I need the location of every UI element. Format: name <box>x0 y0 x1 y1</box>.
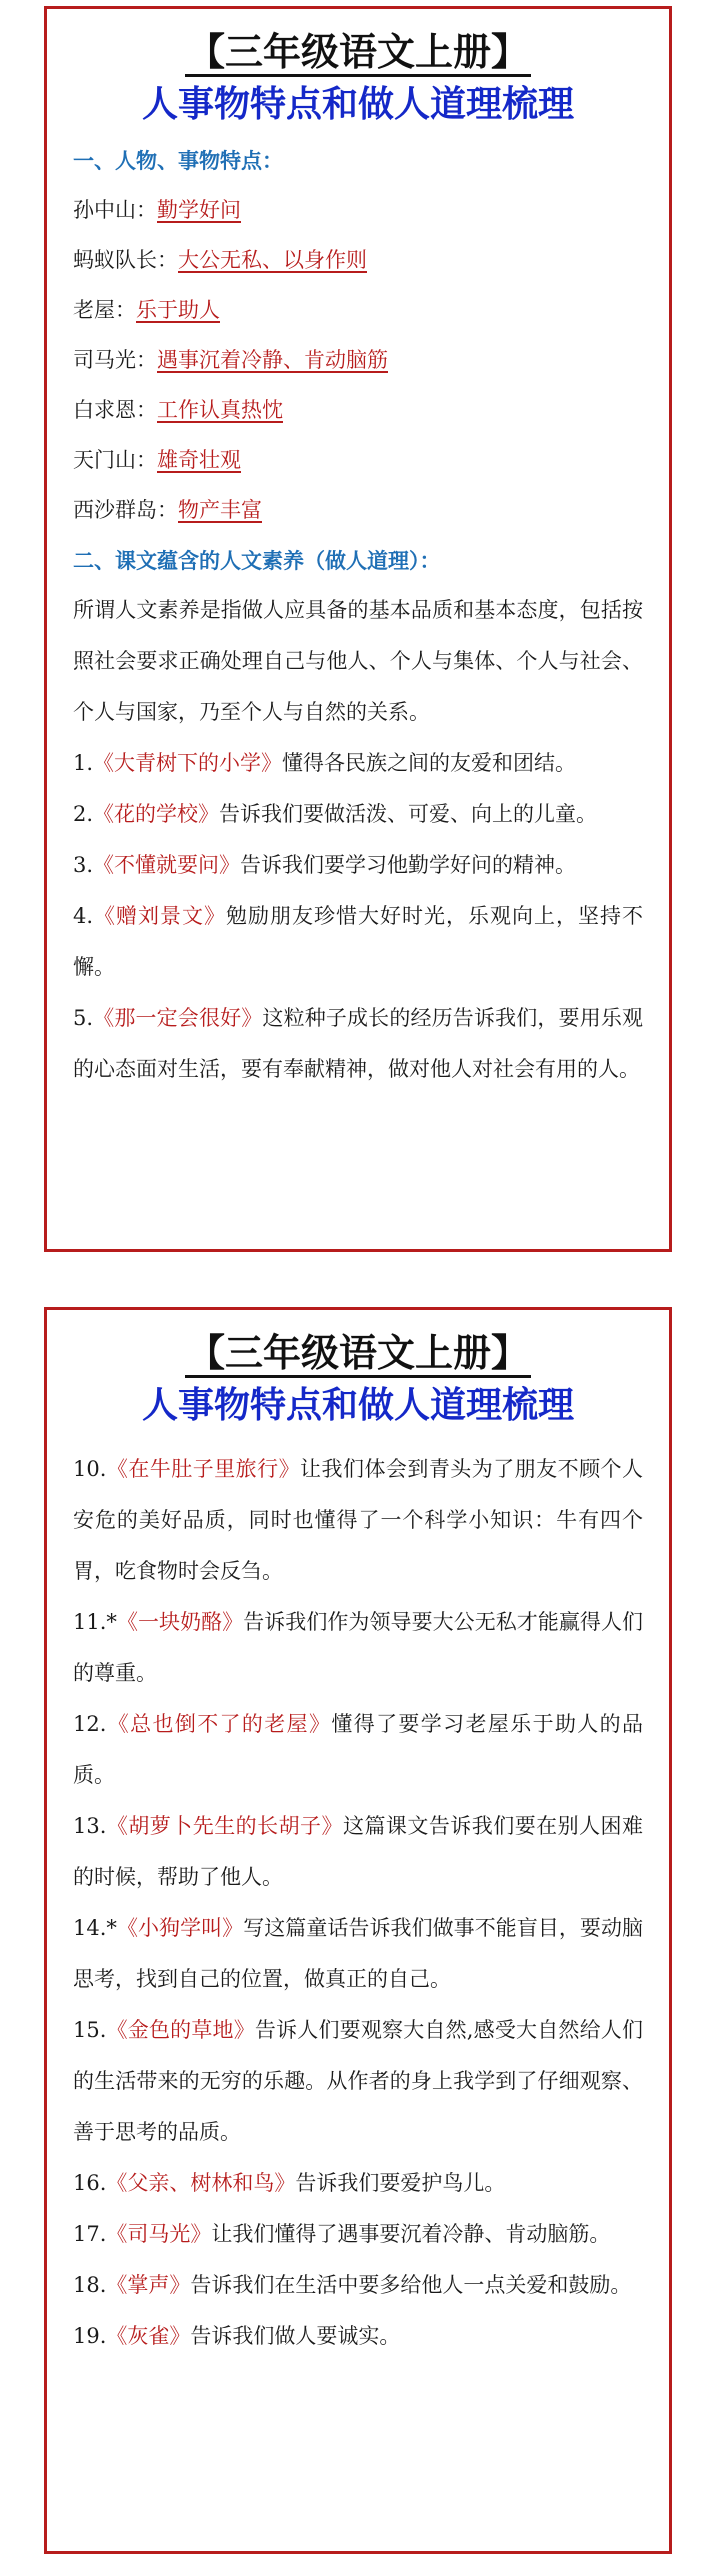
item-number: 13. <box>73 1814 107 1838</box>
trait-item <box>73 185 643 235</box>
section-heading-morals: 二、课文蕴含的人文素养（做人道理）： <box>73 549 441 573</box>
trait-value: 工作认真热忱 <box>157 398 283 422</box>
item-text: 勉励朋友珍惜大好时光，乐观向上，坚持不懈。 <box>73 904 644 979</box>
book-title: 《总也倒不了的老屋》 <box>106 1712 332 1736</box>
item-text: 懂得各民族之间的友爱和团结。 <box>282 751 577 775</box>
trait-value: 物产丰富 <box>178 498 262 522</box>
book-title: 《大青树下的小学》 <box>93 751 283 775</box>
moral-item <box>73 2311 643 2362</box>
trait-value: 遇事沉着冷静、肯动脑筋 <box>157 348 388 372</box>
moral-item <box>73 993 643 1095</box>
book-title: 《司马光》 <box>106 2222 212 2246</box>
moral-item <box>73 1903 643 2005</box>
header-title <box>73 1328 643 1378</box>
trait-item <box>73 485 643 535</box>
moral-item <box>73 2260 643 2311</box>
item-number: 10. <box>73 1457 107 1481</box>
trait-value: 大公无私、以身作则 <box>178 248 367 272</box>
header-title-text: 【三年级语文上册】 <box>185 1331 531 1378</box>
trait-name: 西沙群岛： <box>73 498 178 522</box>
main-title: 人事物特点和做人道理梳理 <box>141 84 574 125</box>
page-card-2 <box>44 1307 672 2554</box>
item-text: 告诉我们作为领导要大公无私才能赢得人们的尊重。 <box>73 1610 644 1685</box>
item-text: 告诉我们要做活泼、可爱、向上的儿童。 <box>219 802 598 826</box>
intro-paragraph: 所谓人文素养是指做人应具备的基本品质和基本态度，包括按照社会要求正确处理自己与他人、个人与集体、个人与社会、个人与国家，乃至个人与自然的关系。 <box>73 598 643 724</box>
item-text: 让我们懂得了遇事要沉着冷静、肯动脑筋。 <box>211 2222 611 2246</box>
trait-value: 勤学好问 <box>157 198 241 222</box>
item-text: 这篇课文告诉我们要在别人困难的时候，帮助了他人。 <box>73 1814 644 1889</box>
moral-item <box>73 738 643 789</box>
item-text: 告诉我们要爱护鸟儿。 <box>295 2171 506 2195</box>
item-number: 2. <box>73 802 94 826</box>
trait-value: 乐于助人 <box>136 298 220 322</box>
book-title: 《那一定会很好》 <box>93 1006 263 1030</box>
moral-item <box>73 2209 643 2260</box>
book-title: 《小狗学叫》 <box>116 1916 244 1940</box>
moral-item <box>73 1699 643 1801</box>
header-title-text: 【三年级语文上册】 <box>185 30 531 77</box>
moral-item <box>73 2158 643 2209</box>
item-number: 12. <box>73 1712 107 1736</box>
item-number: 11.* <box>73 1610 117 1634</box>
item-number: 5. <box>73 1006 94 1030</box>
moral-item <box>73 840 643 891</box>
moral-item <box>73 2005 643 2158</box>
book-title: 《赠刘景文》 <box>93 904 227 928</box>
item-number: 17. <box>73 2222 107 2246</box>
item-text: 写这篇童话告诉我们做事不能盲目，要动脑思考，找到自己的位置，做真正的自己。 <box>73 1916 644 1991</box>
item-text: 告诉人们要观察大自然,感受大自然给人们的生活带来的无穷的乐趣。从作者的身上我学到了仔细观察、善于思考的品质。 <box>73 2018 643 2144</box>
trait-name: 蚂蚁队长： <box>73 248 178 272</box>
item-text: 告诉我们要学习他勤学好问的精神。 <box>240 853 577 877</box>
item-number: 15. <box>73 2018 107 2042</box>
item-text: 懂得了要学习老屋乐于助人的品质。 <box>73 1712 644 1787</box>
moral-item <box>73 1444 643 1597</box>
moral-item <box>73 1597 643 1699</box>
trait-name: 司马光： <box>73 348 157 372</box>
moral-item <box>73 1801 643 1903</box>
trait-item <box>73 285 643 335</box>
book-title: 《不懂就要问》 <box>93 853 241 877</box>
moral-list <box>73 738 643 1095</box>
item-text: 让我们体会到青头为了朋友不顾个人安危的美好品质，同时也懂得了一个科学小知识：牛有四个胃，吃食物时会反刍。 <box>73 1457 644 1583</box>
trait-item <box>73 435 643 485</box>
item-text: 告诉我们在生活中要多给他人一点关爱和鼓励。 <box>190 2273 632 2297</box>
trait-name: 孙中山： <box>73 198 157 222</box>
item-number: 16. <box>73 2171 107 2195</box>
moral-item <box>73 789 643 840</box>
item-number: 3. <box>73 853 94 877</box>
item-number: 1. <box>73 751 94 775</box>
trait-name: 白求恩： <box>73 398 157 422</box>
book-title: 《父亲、树林和鸟》 <box>106 2171 296 2195</box>
item-text: 这粒种子成长的经历告诉我们，要用乐观的心态面对生活，要有奉献精神，做对他人对社会有用的人。 <box>73 1006 644 1081</box>
header-title <box>73 27 643 77</box>
trait-name: 天门山： <box>73 448 157 472</box>
trait-item <box>73 335 643 385</box>
trait-item <box>73 385 643 435</box>
item-number: 14.* <box>73 1916 117 1940</box>
item-number: 18. <box>73 2273 107 2297</box>
main-title: 人事物特点和做人道理梳理 <box>141 1385 574 1426</box>
moral-list <box>73 1444 643 2362</box>
trait-name: 老屋： <box>73 298 136 322</box>
book-title: 《掌声》 <box>106 2273 191 2297</box>
trait-value: 雄奇壮观 <box>157 448 241 472</box>
item-number: 4. <box>73 904 94 928</box>
section-heading-traits: 一、人物、事物特点： <box>73 149 283 173</box>
book-title: 《一块奶酪》 <box>116 1610 244 1634</box>
book-title: 《胡萝卜先生的长胡子》 <box>106 1814 343 1838</box>
trait-list <box>73 185 643 535</box>
page-card-1 <box>44 6 672 1252</box>
book-title: 《灰雀》 <box>106 2324 191 2348</box>
trait-item <box>73 235 643 285</box>
item-text: 告诉我们做人要诚实。 <box>190 2324 401 2348</box>
book-title: 《金色的草地》 <box>106 2018 255 2042</box>
moral-item <box>73 891 643 993</box>
item-number: 19. <box>73 2324 107 2348</box>
book-title: 《花的学校》 <box>93 802 220 826</box>
book-title: 《在牛肚子里旅行》 <box>106 1457 301 1481</box>
